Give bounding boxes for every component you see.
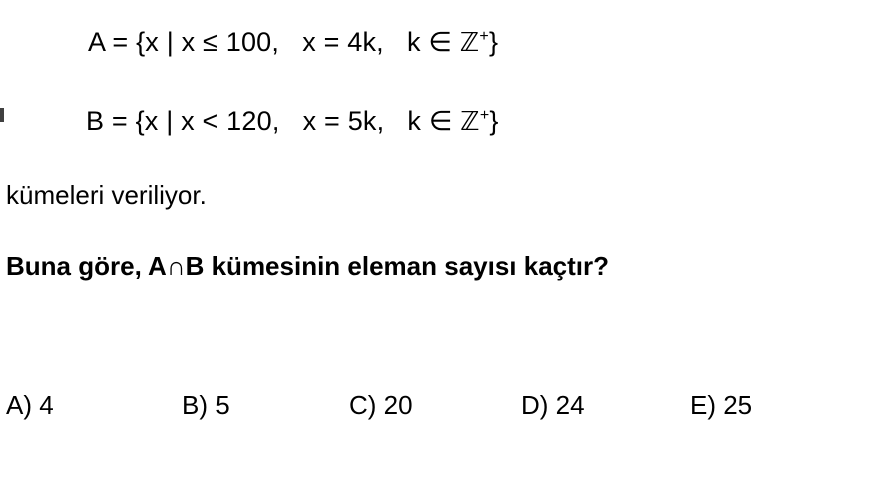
positive-superscript: + [479, 107, 490, 124]
question-text: Buna göre, A∩B kümesinin eleman sayısı kaçtır? [6, 251, 610, 281]
integers-symbol: ℤ [459, 28, 480, 58]
page-edge-mark [0, 108, 4, 122]
option-e[interactable]: E) 25 [690, 390, 753, 420]
option-b[interactable]: B) 5 [182, 390, 230, 420]
set-b-definition [86, 105, 499, 138]
set-b-expression: B = {x | x < 120, x = 5k, k ∈ [86, 106, 461, 136]
option-a[interactable]: A) 4 [6, 390, 54, 420]
set-b-brace-close: } [489, 106, 499, 136]
set-a-expression: A = {x | x ≤ 100, x = 4k, k ∈ [88, 27, 460, 57]
set-a-brace-close: } [488, 27, 499, 57]
option-d[interactable]: D) 24 [521, 390, 585, 420]
positive-superscript: + [479, 28, 489, 45]
set-a-definition [88, 26, 498, 59]
answer-options [6, 390, 866, 421]
integers-symbol: ℤ [460, 107, 480, 137]
option-c[interactable]: C) 20 [349, 390, 413, 420]
stem-text: kümeleri veriliyor. [6, 180, 207, 210]
